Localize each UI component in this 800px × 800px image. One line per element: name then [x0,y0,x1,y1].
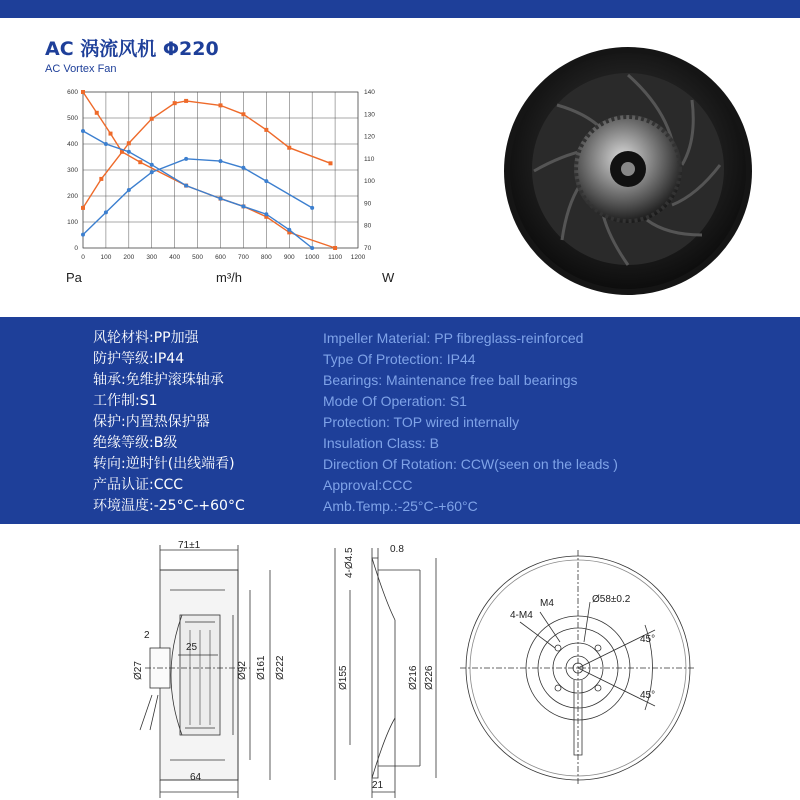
spec-en: Insulation Class: B [323,435,439,451]
spec-en: Bearings: Maintenance free ball bearings [323,372,578,388]
series-line-orange-right [83,101,331,208]
data-point [173,101,177,105]
x-tick-label: 600 [215,254,226,261]
dim-bottom-width: 64 [190,772,202,783]
data-point [138,160,142,164]
data-point [287,228,291,232]
dim-hub-gap: 2 [144,630,150,641]
spec-en: Mode Of Operation: S1 [323,393,467,409]
spec-en: Type Of Protection: IP44 [323,351,476,367]
left-tick-label: 0 [74,245,78,252]
section-view-drawing [335,548,436,798]
data-point [104,210,108,214]
data-point [150,117,154,121]
spec-en: Amb.Temp.:-25°C-+60°C [323,498,478,514]
spec-cn: 风轮材料:PP加强 [93,330,199,346]
x-axis-unit-label: m³/h [216,270,242,285]
dim-hub-diameter: Ø92 [237,661,248,680]
data-point [127,188,131,192]
page-subtitle: AC Vortex Fan [45,63,117,75]
dim-top-width: 71±1 [178,540,201,551]
dim-ring-diameter: Ø216 [408,665,419,690]
data-point [329,161,333,165]
spec-cn: 绝缘等级:B级 [93,435,178,451]
x-tick-label: 200 [123,254,135,261]
data-point [127,150,131,154]
data-point [333,246,337,250]
x-tick-label: 700 [237,254,249,261]
right-tick-label: 120 [364,133,375,141]
data-point [81,90,85,94]
top-banner [0,0,800,18]
x-tick-label: 1200 [350,254,366,261]
right-tick-label: 100 [364,178,375,186]
dim-angle-top: 45° [640,634,656,645]
front-view-drawing [460,550,696,786]
x-tick-label: 300 [146,254,158,261]
dim-thickness: 0.8 [390,544,404,555]
spec-cn: 转向:逆时针(出线端看) [93,456,235,472]
x-tick-label: 900 [283,254,295,261]
data-point [104,142,108,146]
spec-en: Approval:CCC [323,477,413,493]
dim-angle-bottom: 45° [640,690,656,701]
data-point [109,132,113,136]
right-tick-label: 140 [364,89,375,96]
spec-cn: 防护等级:IP44 [93,351,185,367]
performance-chart [58,82,408,292]
x-tick-label: 1100 [328,254,343,261]
data-point [150,170,154,174]
spec-en: Protection: TOP wired internally [323,414,520,430]
dim-threads: 4-M4 [510,610,533,621]
dim-shaft-diameter: Ø27 [133,661,144,680]
spec-cn: 保护:内置热保护器 [93,414,210,430]
spec-cn: 环境温度:-25°C-+60°C [93,498,245,514]
right-tick-label: 70 [364,245,372,252]
left-tick-label: 200 [67,193,78,200]
technical-drawings [0,530,800,800]
data-point [81,129,85,133]
dim-bolt-circle: Ø58±0.2 [592,594,631,605]
x-tick-label: 1000 [304,254,320,261]
data-point [310,246,314,250]
fan-product-image [502,45,754,297]
left-tick-label: 500 [67,115,78,122]
data-point [219,103,223,107]
x-tick-label: 400 [169,254,181,261]
data-point [219,197,223,201]
data-point [241,112,245,116]
data-point [264,128,268,132]
data-point [241,166,245,170]
left-tick-label: 600 [67,89,78,96]
side-view-drawing [140,545,270,798]
data-point [264,212,268,216]
data-point [81,233,85,237]
specifications-panel [0,317,800,524]
spec-en: Impeller Material: PP fibreglass-reinforced [323,330,584,346]
right-tick-label: 80 [364,222,372,230]
right-axis-unit-label: W [382,270,395,285]
data-point [150,163,154,167]
spec-cn: 产品认证:CCC [93,477,184,493]
dim-section-outer-diameter: Ø226 [424,665,435,690]
data-point [184,184,188,188]
left-tick-label: 300 [67,167,78,174]
spec-cn: 轴承:免维护滚珠轴承 [93,372,224,388]
left-axis-unit-label: Pa [66,270,82,285]
dim-outer-diameter: Ø222 [275,655,286,680]
chart-grid [83,92,358,248]
dim-motor-diameter: Ø161 [256,655,267,680]
x-tick-label: 100 [100,254,112,261]
right-tick-label: 110 [364,155,375,163]
data-point [99,177,103,181]
data-point [287,146,291,150]
left-tick-label: 400 [67,141,78,148]
data-point [184,99,188,103]
data-point [310,206,314,210]
dim-shaft-length: 25 [186,642,198,653]
dim-mount-holes: 4-Ø4.5 [344,547,355,578]
data-point [264,179,268,183]
dim-thread: M4 [540,598,554,609]
dim-inlet-diameter: Ø155 [338,665,349,690]
x-tick-label: 800 [260,254,272,261]
right-tick-label: 130 [364,111,375,119]
data-point [81,206,85,210]
spec-en: Direction Of Rotation: CCW(seen on the leads ) [323,456,618,472]
right-tick-label: 90 [364,200,372,208]
x-tick-label: 0 [81,254,85,261]
chart-ticks [67,89,375,261]
left-tick-label: 100 [67,219,78,226]
dim-depth: 21 [372,780,384,791]
x-tick-label: 500 [192,254,204,261]
data-point [95,111,99,115]
data-point [184,157,188,161]
data-point [127,141,131,145]
page-title: AC 涡流风机 Φ220 [45,38,219,60]
data-point [241,204,245,208]
data-point [219,159,223,163]
spec-cn: 工作制:S1 [93,393,158,409]
